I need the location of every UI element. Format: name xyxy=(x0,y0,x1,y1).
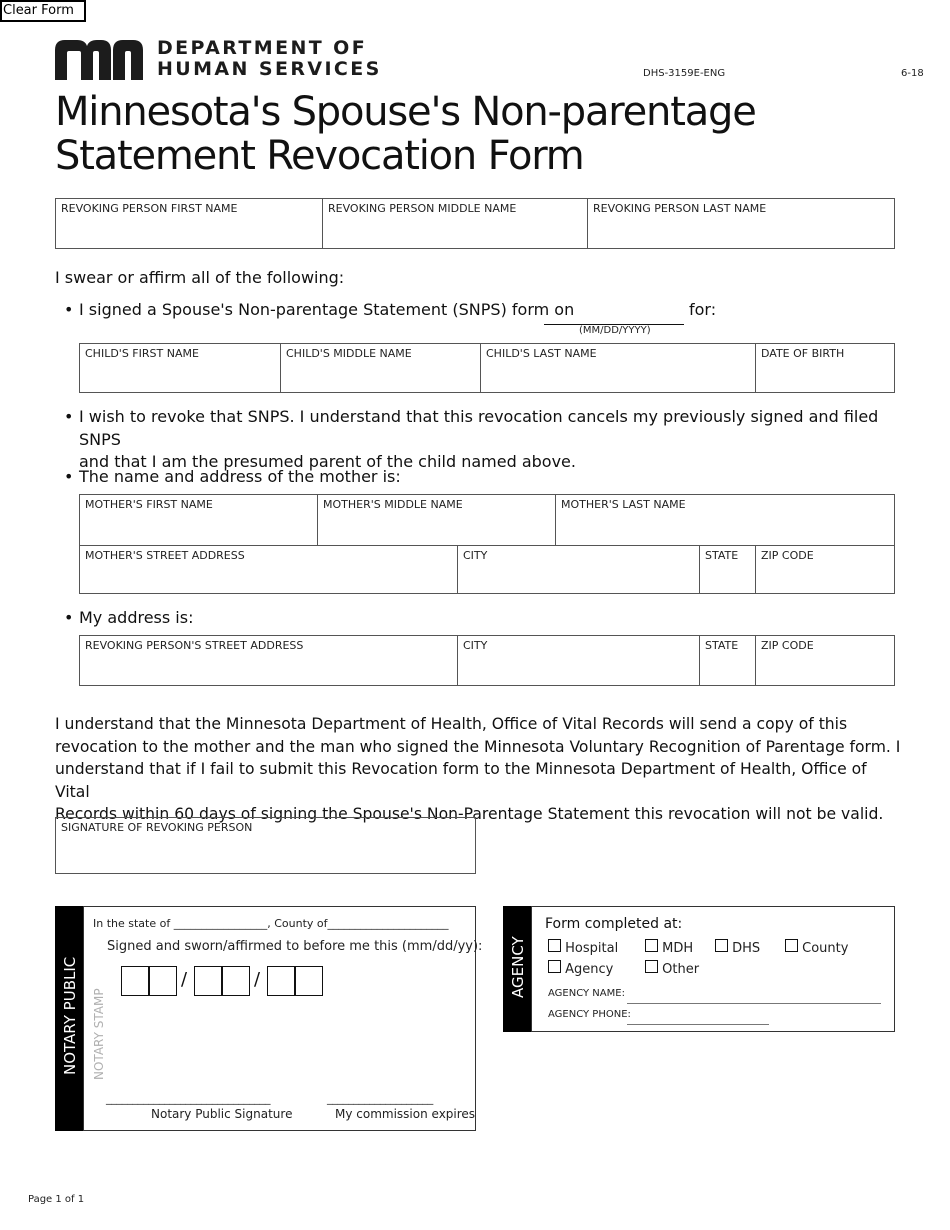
agency-checkbox[interactable] xyxy=(548,960,561,973)
department-line-1: DEPARTMENT OF xyxy=(157,37,368,59)
form-id: DHS-3159E-ENG xyxy=(643,68,726,79)
mother-state-field[interactable] xyxy=(699,546,755,593)
bullet-icon: • xyxy=(64,407,74,426)
mother-name-row xyxy=(80,495,894,545)
child-first-name-field[interactable] xyxy=(80,344,280,392)
mn-logo-icon xyxy=(55,40,145,84)
bullet1-text: I signed a Spouse's Non-parentage Statement (SNPS) form on xyxy=(79,300,575,319)
intro-text: I swear or affirm all of the following: xyxy=(55,268,345,287)
notary-month-digit-1[interactable] xyxy=(121,966,149,996)
commission-expires-label: My commission expires xyxy=(335,1107,476,1121)
revoker-name-grid xyxy=(55,198,895,249)
option-label: MDH xyxy=(662,941,694,956)
agency-bar-label: AGENCY xyxy=(509,936,527,998)
form-revision: 6-18 xyxy=(901,68,924,79)
field-label: MOTHER'S MIDDLE NAME xyxy=(323,498,463,511)
bullet2-text xyxy=(79,406,889,474)
my-address-grid xyxy=(79,635,895,686)
revoker-first-name-field[interactable] xyxy=(56,199,322,248)
option-label: Agency xyxy=(565,962,614,977)
field-label: REVOKING PERSON FIRST NAME xyxy=(61,202,238,215)
notary-year-digit-2[interactable] xyxy=(295,966,323,996)
hospital-option[interactable] xyxy=(548,939,618,956)
clear-form-button[interactable]: Clear Form xyxy=(0,0,86,22)
bullet1-for: for: xyxy=(689,300,717,319)
mother-first-name-field[interactable] xyxy=(80,495,317,545)
field-label: REVOKING PERSON'S STREET ADDRESS xyxy=(85,639,304,652)
bullet-icon: • xyxy=(64,300,74,319)
field-label: ZIP CODE xyxy=(761,549,814,562)
bullet2-line-1: I wish to revoke that SNPS. I understand that this revocation cancels my previously signed and filed SNPS xyxy=(79,407,879,449)
notary-sworn-line: Signed and sworn/affirmed to before me this (mm/dd/yy): xyxy=(107,939,483,954)
option-label: County xyxy=(802,941,849,956)
my-state-field[interactable] xyxy=(699,636,755,685)
notary-day-digit-1[interactable] xyxy=(194,966,222,996)
date-format-hint: (MM/DD/YYYY) xyxy=(579,325,651,336)
field-label: CITY xyxy=(463,549,488,562)
my-zip-field[interactable] xyxy=(755,636,894,685)
agency-heading: Form completed at: xyxy=(545,916,683,932)
field-label: CHILD'S MIDDLE NAME xyxy=(286,347,412,360)
child-grid xyxy=(79,343,895,393)
signature-label: SIGNATURE OF REVOKING PERSON xyxy=(61,821,253,834)
field-label: REVOKING PERSON MIDDLE NAME xyxy=(328,202,517,215)
field-label: ZIP CODE xyxy=(761,639,814,652)
agency-phone-label: AGENCY PHONE: xyxy=(548,1009,631,1020)
notary-year-digit-1[interactable] xyxy=(267,966,295,996)
hospital-checkbox[interactable] xyxy=(548,939,561,952)
child-dob-field[interactable] xyxy=(755,344,894,392)
other-option[interactable] xyxy=(645,960,699,977)
mdh-option[interactable] xyxy=(645,939,693,956)
mdh-checkbox[interactable] xyxy=(645,939,658,952)
page-number: Page 1 of 1 xyxy=(28,1194,85,1205)
field-label: REVOKING PERSON LAST NAME xyxy=(593,202,767,215)
bullet-icon: • xyxy=(64,467,74,486)
snps-date-field[interactable] xyxy=(544,303,684,325)
agency-name-field[interactable] xyxy=(627,988,881,1004)
understand-paragraph xyxy=(55,713,905,826)
my-city-field[interactable] xyxy=(457,636,699,685)
understand-line-3: understand that if I fail to submit this Revocation form to the Minnesota Department of Health, Office of Vital xyxy=(55,760,867,801)
mother-street-field[interactable] xyxy=(80,546,457,593)
agency-option[interactable] xyxy=(548,960,613,977)
field-label: CHILD'S FIRST NAME xyxy=(85,347,199,360)
agency-phone-field[interactable] xyxy=(627,1009,769,1025)
bullet-icon: • xyxy=(64,608,74,627)
field-label: CHILD'S LAST NAME xyxy=(486,347,597,360)
option-label: Other xyxy=(662,962,700,977)
field-label: MOTHER'S FIRST NAME xyxy=(85,498,213,511)
title-line-1: Minnesota's Spouse's Non-parentage xyxy=(55,89,756,135)
county-option[interactable] xyxy=(785,939,848,956)
mother-grid xyxy=(79,494,895,594)
my-street-field[interactable] xyxy=(80,636,457,685)
department-line-2: HUMAN SERVICES xyxy=(157,58,382,80)
agency-name-label: AGENCY NAME: xyxy=(548,988,625,999)
dhs-option[interactable] xyxy=(715,939,760,956)
bullet4-text: My address is: xyxy=(79,608,194,627)
notary-month-digit-2[interactable] xyxy=(149,966,177,996)
field-label: CITY xyxy=(463,639,488,652)
date-slash: / xyxy=(254,969,261,990)
title-line-2: Statement Revocation Form xyxy=(55,133,584,179)
mother-zip-field[interactable] xyxy=(755,546,894,593)
field-label: MOTHER'S STREET ADDRESS xyxy=(85,549,245,562)
option-label: Hospital xyxy=(565,941,619,956)
mother-middle-name-field[interactable] xyxy=(317,495,555,545)
field-label: MOTHER'S LAST NAME xyxy=(561,498,686,511)
dhs-checkbox[interactable] xyxy=(715,939,728,952)
notary-signature-line[interactable]: _______________________________ xyxy=(106,1092,271,1105)
child-middle-name-field[interactable] xyxy=(280,344,480,392)
county-checkbox[interactable] xyxy=(785,939,798,952)
child-last-name-field[interactable] xyxy=(480,344,755,392)
bullet3-text: The name and address of the mother is: xyxy=(79,467,401,486)
date-slash: / xyxy=(181,969,188,990)
field-label: DATE OF BIRTH xyxy=(761,347,845,360)
option-label: DHS xyxy=(732,941,761,956)
field-label: STATE xyxy=(705,639,739,652)
commission-expires-line[interactable]: ____________________ xyxy=(327,1092,434,1105)
understand-line-4: Records within 60 days of signing the Spouse's Non-Parentage Statement this revocation will not be valid. xyxy=(55,805,884,823)
revoker-last-name-field[interactable] xyxy=(587,199,894,248)
understand-line-1: I understand that the Minnesota Department of Health, Office of Vital Records will send a copy of this xyxy=(55,715,848,733)
page-title xyxy=(55,90,756,178)
field-label: STATE xyxy=(705,549,739,562)
notary-public-label: NOTARY PUBLIC xyxy=(61,956,79,1075)
mother-city-field[interactable] xyxy=(457,546,699,593)
signature-field[interactable] xyxy=(55,817,476,874)
mother-address-row xyxy=(80,545,894,593)
department-name xyxy=(157,38,382,80)
bullet2-line-2: and that I am the presumed parent of the child named above. xyxy=(79,452,576,471)
revoker-middle-name-field[interactable] xyxy=(322,199,587,248)
understand-line-2: revocation to the mother and the man who signed the Minnesota Voluntary Recognition of Parentage form. I xyxy=(55,737,901,756)
notary-day-digit-2[interactable] xyxy=(222,966,250,996)
notary-state-county-line[interactable]: In the state of _________________, County of______________________ xyxy=(93,917,449,930)
mother-last-name-field[interactable] xyxy=(555,495,894,545)
notary-signature-label: Notary Public Signature xyxy=(151,1107,293,1121)
other-checkbox[interactable] xyxy=(645,960,658,973)
notary-stamp-label: NOTARY STAMP xyxy=(92,988,106,1080)
